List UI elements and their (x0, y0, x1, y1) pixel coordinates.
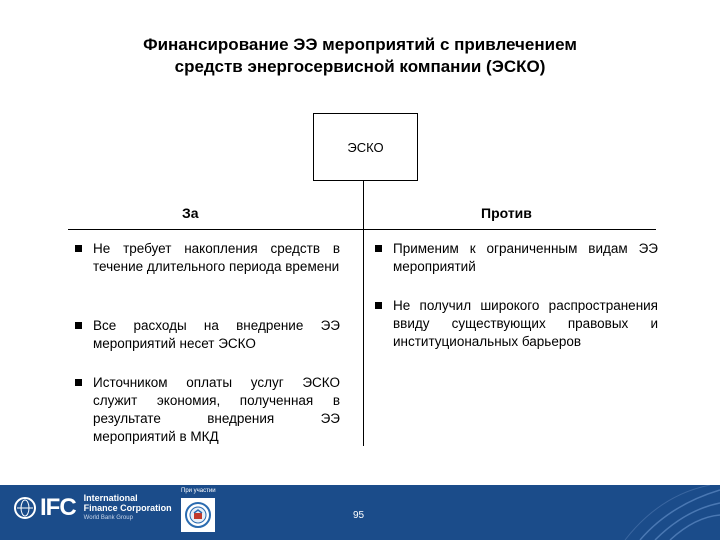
ifc-logo (14, 493, 172, 523)
pro-bullet-2 (93, 317, 340, 353)
ifc-logo-letters: IFC (40, 494, 76, 521)
bullet-square-icon (75, 379, 82, 386)
pros-header: За (182, 205, 199, 221)
ifc-logo-line-3: World Bank Group (83, 515, 133, 521)
pro-bullet-3 (93, 374, 340, 446)
partner-emblem-icon (181, 498, 215, 532)
con-bullet-1-text: Применим к ограниченным видам ЭЭ мероприятий (393, 241, 658, 274)
ifc-logo-line-2: Finance Corporation (83, 503, 172, 513)
con-bullet-2 (393, 297, 658, 351)
title-line-1: Финансирование ЭЭ мероприятий с привлечением (143, 35, 577, 54)
bullet-square-icon (375, 302, 382, 309)
pro-bullet-1-text: Не требует накопления средств в течение длительного периода времени (93, 241, 340, 274)
horizontal-divider (68, 229, 656, 230)
esko-box-label: ЭСКО (347, 139, 384, 155)
esko-box (313, 113, 418, 181)
bullet-square-icon (75, 245, 82, 252)
pro-bullet-3-text: Источником оплаты услуг ЭСКО служит экономия, полученная в результате внедрения ЭЭ мероприятий в МКД (93, 375, 340, 444)
partner-label: При участии (181, 488, 216, 494)
vertical-divider (363, 181, 364, 446)
page-number: 95 (353, 510, 365, 521)
con-bullet-2-text: Не получил широкого распространения ввиду существующих правовых и институциональных барьеров (393, 298, 658, 349)
cons-header: Против (481, 205, 532, 221)
pro-bullet-2-text: Все расходы на внедрение ЭЭ мероприятий несет ЭСКО (93, 318, 340, 351)
title-line-2: средств энергосервисной компании (ЭСКО) (174, 57, 546, 76)
bullet-square-icon (75, 322, 82, 329)
ifc-logo-line-1: International (83, 493, 138, 503)
ifc-logo-text (84, 493, 172, 523)
con-bullet-1 (393, 240, 658, 276)
slide-title (60, 34, 660, 78)
footer-decoration (600, 485, 720, 540)
footer-bar (0, 485, 720, 540)
pro-bullet-1 (93, 240, 340, 276)
bullet-square-icon (375, 245, 382, 252)
globe-icon (14, 497, 36, 519)
